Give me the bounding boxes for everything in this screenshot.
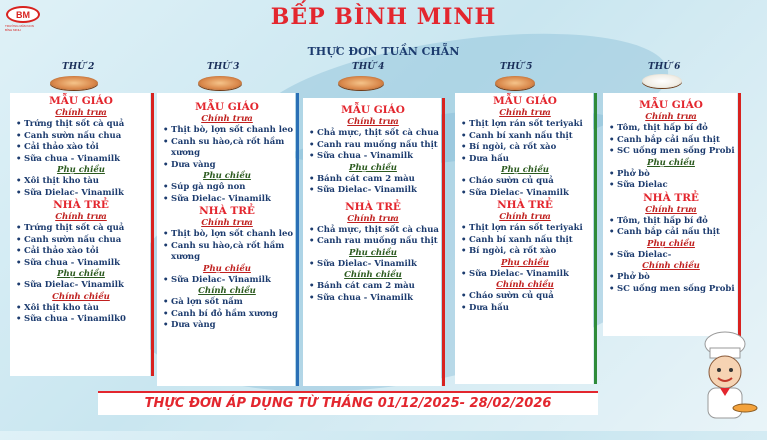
menu-item: • Trứng thịt sốt cà quả	[16, 119, 146, 131]
menu-item: • Chả mực, thịt sốt cà chua	[309, 225, 437, 237]
menu-item: • Bí ngòi, cà rốt xào	[461, 246, 589, 258]
menu-item: • Sữa Dielac- Vinamilk	[309, 259, 437, 271]
meal-title: Chính trưa	[347, 213, 399, 224]
menu-column-thu	[455, 93, 593, 384]
menu-item: • SC uống men sống Probi	[609, 146, 733, 158]
chef-mascot-icon	[690, 330, 760, 425]
column-accent-bar	[151, 93, 154, 376]
meal-title: Chính trưa	[645, 204, 697, 215]
column-accent-bar	[594, 93, 597, 384]
page-subtitle: THỰC ĐƠN TUẦN CHẴN	[307, 45, 460, 58]
menu-item: • Sữa Dielac- Vinamilk	[163, 194, 291, 206]
validity-footer: THỰC ĐƠN ÁP DỤNG TỪ THÁNG 01/12/2025- 28/02/2026	[98, 391, 598, 415]
menu-item: • Phở bò	[609, 169, 733, 181]
section-title: MẪU GIÁO	[195, 101, 259, 113]
menu-item: • Dưa vàng	[163, 160, 291, 172]
dish-icon	[642, 74, 682, 88]
menu-item: • Sữa chua - Vinamilk	[309, 293, 437, 305]
meal-title: Chính chiều	[344, 270, 402, 280]
section-title: NHÀ TRẺ	[643, 191, 699, 204]
menu-item: • Chả mực, thịt sốt cà chua	[309, 128, 437, 140]
meal-title: Phụ chiều	[647, 238, 695, 249]
section-title: NHÀ TRẺ	[53, 199, 109, 211]
day-label: THỨ 6	[648, 62, 681, 72]
menu-item: • Bánh cát cam 2 màu	[309, 281, 437, 293]
meal-title: Chính trưa	[499, 212, 551, 222]
meal-title: Chính chiều	[198, 286, 256, 296]
menu-column-mon	[10, 93, 150, 376]
day-label: THỨ 3	[207, 62, 240, 72]
column-accent-bar	[738, 93, 741, 336]
meal-title: Chính chiều	[642, 261, 700, 271]
menu-item: • SC uống men sống Probi	[609, 284, 733, 296]
menu-item: • Canh rau muống nấu thịt	[309, 140, 437, 152]
meal-title: Chính trưa	[55, 212, 107, 222]
meal-title: Chính chiều	[52, 291, 110, 302]
menu-column-tue	[157, 93, 295, 386]
menu-item: • Sữa Dielac- Vinamilk	[461, 188, 589, 200]
section-title: MẪU GIÁO	[639, 99, 703, 111]
menu-item: • Tôm, thịt hấp bí đỏ	[609, 123, 733, 135]
menu-item: • Canh su hào,cà rốt hầm xương	[163, 137, 291, 160]
menu-item: • Canh su hào,cà rốt hầm xương	[163, 241, 291, 264]
menu-item: • Canh bí xanh nấu thịt	[461, 131, 589, 143]
menu-item: • Cháo sườn củ quả	[461, 291, 589, 303]
column-accent-bar	[296, 93, 299, 386]
meal-title: Chính trưa	[499, 108, 551, 118]
menu-item: • Sữa Dielac- Vinamilk	[309, 185, 437, 197]
menu-item: • Canh rau muống nấu thịt	[309, 236, 437, 248]
menu-item: • Cháo sườn củ quả	[461, 176, 589, 188]
day-label: THỨ 5	[500, 62, 533, 72]
meal-title: Phụ chiều	[57, 269, 105, 279]
menu-item: • Bánh cát cam 2 màu	[309, 174, 437, 186]
meal-title: Chính trưa	[347, 117, 399, 127]
meal-title: Phụ chiều	[501, 257, 549, 268]
menu-item: • Cải thảo xào tỏi	[16, 142, 146, 154]
meal-title: Phụ chiều	[501, 165, 549, 175]
menu-item: • Bí ngòi, cà rốt xào	[461, 142, 589, 154]
menu-item: • Sữa chua - Vinamilk	[309, 151, 437, 163]
menu-item: • Súp gà ngô non	[163, 182, 291, 194]
menu-item: • Canh sườn nấu chua	[16, 131, 146, 143]
menu-item: • Cải thảo xào tỏi	[16, 246, 146, 258]
menu-item: • Dưa hấu	[461, 303, 589, 315]
section-title: NHÀ TRẺ	[497, 199, 553, 211]
menu-item: • Thịt bò, lợn sốt chanh leo	[163, 125, 291, 137]
meal-title: Chính trưa	[645, 112, 697, 122]
day-label: THỨ 2	[62, 62, 95, 72]
menu-item: • Tôm, thịt hấp bí đỏ	[609, 216, 733, 228]
dish-icon	[198, 76, 242, 90]
menu-item: • Dưa hấu	[461, 154, 589, 166]
menu-column-wed	[303, 98, 441, 386]
menu-item: • Sữa Dielac	[609, 180, 733, 192]
logo-mark: BM	[6, 6, 40, 23]
menu-item: • Sữa chua - Vinamilk	[16, 258, 146, 270]
meal-title: Phụ chiều	[647, 157, 695, 168]
page-title: BẾP BÌNH MINH	[270, 4, 497, 30]
logo-subtext: TRƯỜNG MẦM NON BÌNH MINH	[5, 24, 34, 32]
menu-item: • Xôi thịt kho tàu	[16, 176, 146, 188]
menu-item: • Canh bí xanh nấu thịt	[461, 235, 589, 247]
menu-item: • Sữa Dielac-	[609, 250, 733, 262]
menu-item: • Canh bí đỏ hầm xương	[163, 309, 291, 321]
meal-title: Chính trưa	[55, 108, 107, 118]
meal-title: Phụ chiều	[349, 162, 397, 173]
meal-title: Phụ chiều	[203, 263, 251, 274]
section-title: MẪU GIÁO	[341, 104, 405, 116]
section-title: NHÀ TRẺ	[199, 205, 255, 217]
section-title: MẪU GIÁO	[49, 95, 113, 107]
section-title: MẪU GIÁO	[493, 95, 557, 107]
menu-item: • Thịt lợn rán sốt teriyaki	[461, 119, 589, 131]
meal-title: Phụ chiều	[349, 247, 397, 258]
menu-item: • Dưa vàng	[163, 320, 291, 332]
menu-item: • Sữa Dielac- Vinamilk	[16, 188, 146, 200]
dish-icon	[495, 76, 535, 90]
menu-item: • Sữa chua - Vinamilk	[16, 154, 146, 166]
menu-item: • Thịt lợn rán sốt teriyaki	[461, 223, 589, 235]
menu-item: • Xôi thịt kho tàu	[16, 303, 146, 315]
menu-item: • Canh bắp cải nấu thịt	[609, 135, 733, 147]
menu-item: • Canh sườn nấu chua	[16, 235, 146, 247]
menu-item: • Sữa Dielac- Vinamilk	[163, 275, 291, 287]
menu-item: • Sữa chua - Vinamilk0	[16, 314, 146, 326]
menu-item: • Sữa Dielac- Vinamilk	[16, 280, 146, 292]
column-accent-bar	[442, 98, 445, 386]
menu-item: • Phở bò	[609, 272, 733, 284]
menu-item: • Canh bắp cải nấu thịt	[609, 227, 733, 239]
menu-column-fri	[603, 93, 737, 336]
meal-title: Phụ chiều	[203, 171, 251, 181]
dish-icon	[338, 76, 384, 90]
menu-item: • Thịt bò, lợn sốt chanh leo	[163, 229, 291, 241]
meal-title: Phụ chiều	[57, 165, 105, 175]
section-title: NHÀ TRẺ	[345, 200, 401, 213]
meal-title: Chính trưa	[201, 218, 253, 228]
meal-title: Chính chiều	[496, 280, 554, 290]
menu-item: • Sữa Dielac- Vinamilk	[461, 269, 589, 281]
menu-item: • Trứng thịt sốt cà quả	[16, 223, 146, 235]
dish-icon	[50, 76, 98, 90]
menu-item: • Gà lợn sốt nấm	[163, 297, 291, 309]
meal-title: Chính trưa	[201, 114, 253, 124]
day-label: THỨ 4	[352, 62, 385, 72]
